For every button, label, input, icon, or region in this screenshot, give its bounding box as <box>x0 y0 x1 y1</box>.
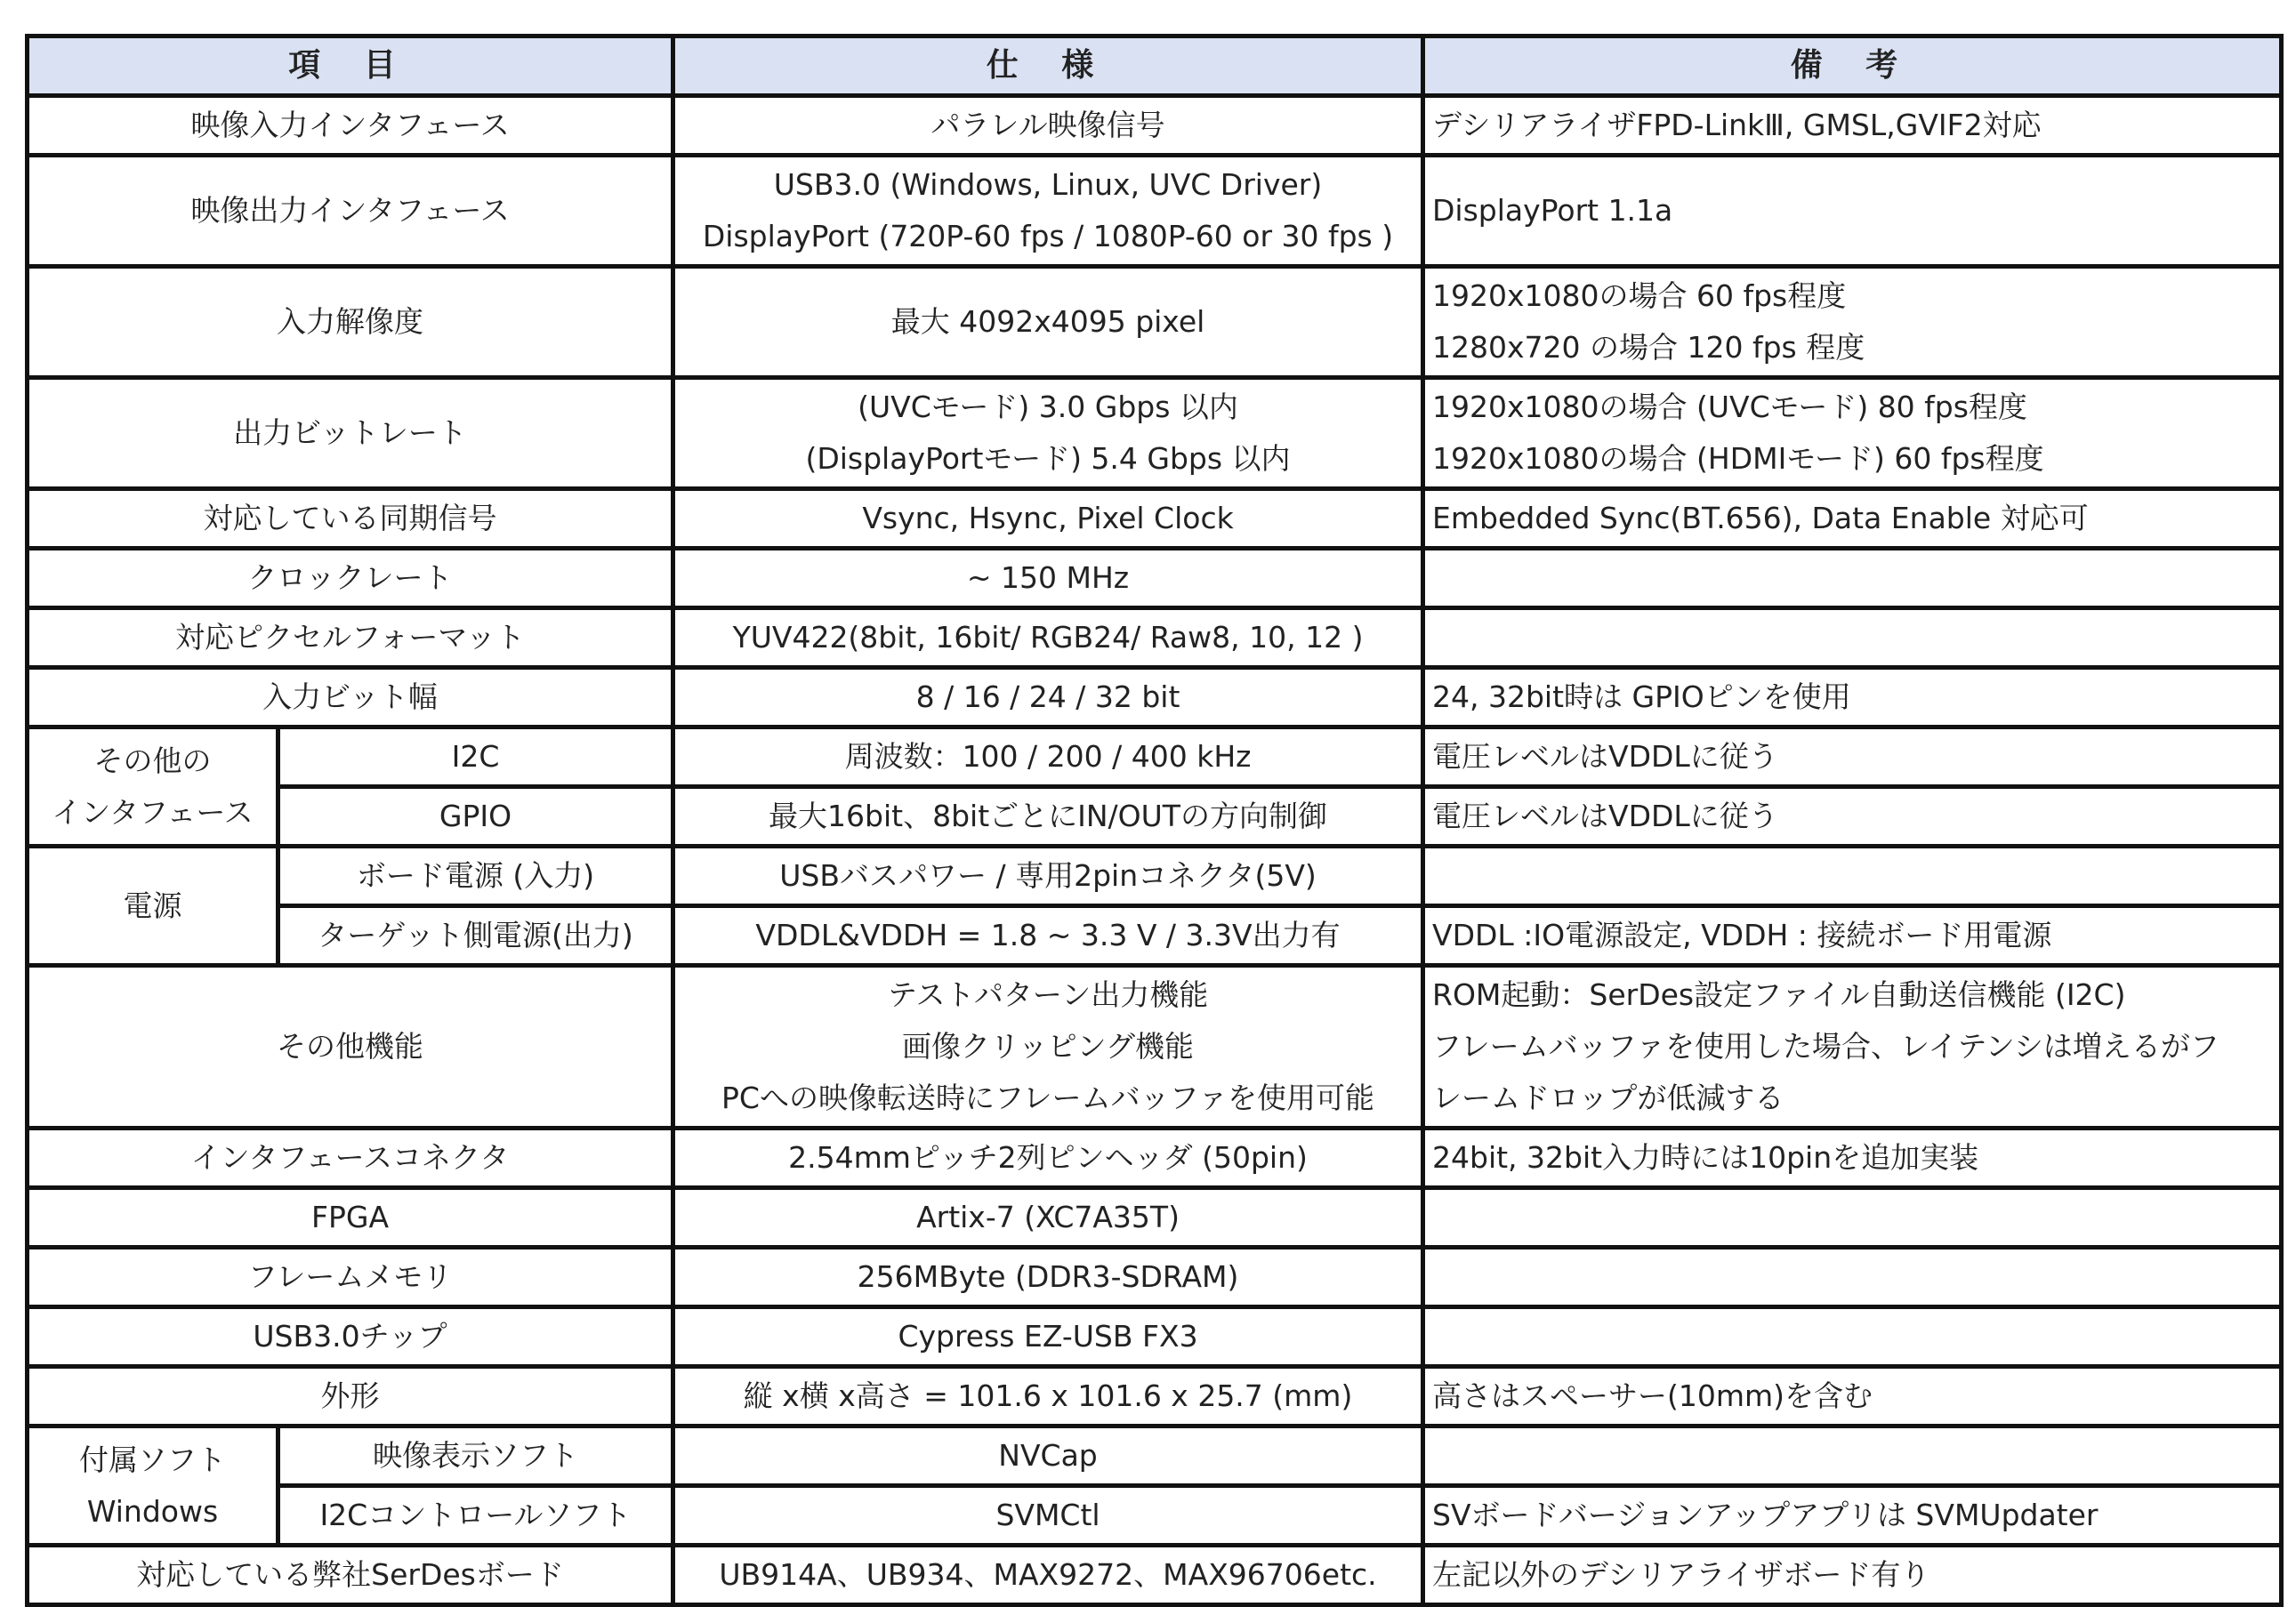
note-cell <box>1423 966 2282 1129</box>
subitem-cell: ターゲット側電源(出力) <box>278 906 673 966</box>
item-cell: USB3.0チップ <box>28 1307 673 1367</box>
table-row <box>28 1188 2282 1248</box>
note-cell <box>1423 378 2282 489</box>
note-cell: DisplayPort 1.1a <box>1423 156 2282 267</box>
group-line: その他の <box>93 743 212 778</box>
spec-cell: Cypress EZ-USB FX3 <box>673 1307 1423 1367</box>
note-cell: SVボードバージョンアップアプリは SVMUpdater <box>1423 1486 2282 1546</box>
table-row <box>28 1307 2282 1367</box>
spec-line: テストパターン出力機能 <box>887 977 1209 1012</box>
group-line: Windows <box>86 1493 219 1529</box>
spec-cell: USBバスパワー / 専用2pinコネクタ(5V) <box>673 847 1423 906</box>
note-cell: 左記以外のデシリアライザボード有り <box>1423 1546 2282 1605</box>
item-cell: 映像入力インタフェース <box>28 96 673 156</box>
spec-table <box>25 34 2284 1607</box>
spec-cell: パラレル映像信号 <box>673 96 1423 156</box>
note-cell: 電圧レベルはVDDLに従う <box>1423 787 2282 847</box>
subitem-cell: ボード電源 (入力) <box>278 847 673 906</box>
item-cell: 外形 <box>28 1367 673 1426</box>
spec-line: 画像クリッピング機能 <box>902 1029 1195 1064</box>
spec-cell: VDDL&VDDH = 1.8 ~ 3.3 V / 3.3V出力有 <box>673 906 1423 966</box>
item-cell: 入力ビット幅 <box>28 668 673 727</box>
spec-cell: 256MByte (DDR3-SDRAM) <box>673 1248 1423 1307</box>
note-cell <box>1423 1188 2282 1248</box>
item-cell: フレームメモリ <box>28 1248 673 1307</box>
note-cell <box>1423 608 2282 668</box>
note-cell <box>1423 1307 2282 1367</box>
note-cell <box>1423 267 2282 378</box>
table-row <box>28 1367 2282 1426</box>
header-row <box>28 36 2282 96</box>
spec-cell: YUV422(8bit, 16bit/ RGB24/ Raw8, 10, 12 ) <box>673 608 1423 668</box>
note-cell <box>1423 549 2282 608</box>
table-row <box>28 668 2282 727</box>
item-cell: 入力解像度 <box>28 267 673 378</box>
spec-cell: SVMCtl <box>673 1486 1423 1546</box>
spec-cell: ~ 150 MHz <box>673 549 1423 608</box>
note-cell: 24bit, 32bit入力時には10pinを追加実装 <box>1423 1129 2282 1188</box>
item-cell: 対応している同期信号 <box>28 489 673 549</box>
table-row <box>28 727 2282 787</box>
spec-cell <box>673 378 1423 489</box>
note-cell <box>1423 1426 2282 1486</box>
spec-cell <box>673 966 1423 1129</box>
spec-line: (UVCモード) 3.0 Gbps 以内 <box>858 390 1238 424</box>
group-line: インタフェース <box>52 794 254 830</box>
header-spec: 仕 様 <box>673 36 1423 96</box>
header-item: 項 目 <box>28 36 673 96</box>
note-cell: Embedded Sync(BT.656), Data Enable 対応可 <box>1423 489 2282 549</box>
group-cell <box>28 1426 278 1546</box>
spec-cell: UB914A、UB934、MAX9272、MAX96706etc. <box>673 1546 1423 1605</box>
group-line: 付属ソフト <box>79 1442 226 1477</box>
table-row <box>28 1486 2282 1546</box>
table-row <box>28 906 2282 966</box>
table-row <box>28 1248 2282 1307</box>
note-cell: VDDL :IO電源設定, VDDH : 接続ボード用電源 <box>1423 906 2282 966</box>
table-row <box>28 787 2282 847</box>
table-row <box>28 549 2282 608</box>
note-cell <box>1423 1248 2282 1307</box>
note-line: レームドロップが低減する <box>1432 1081 1784 1115</box>
group-cell <box>28 727 278 847</box>
spec-line: USB3.0 (Windows, Linux, UVC Driver) <box>773 167 1323 202</box>
item-cell: 映像出力インタフェース <box>28 156 673 267</box>
table-row <box>28 156 2282 267</box>
spec-table-container <box>25 34 2279 1607</box>
item-cell: FPGA <box>28 1188 673 1248</box>
note-line: 1920x1080の場合 60 fps程度 <box>1432 278 1847 313</box>
note-cell: 電圧レベルはVDDLに従う <box>1423 727 2282 787</box>
spec-cell: 最大 4092x4095 pixel <box>673 267 1423 378</box>
item-cell: クロックレート <box>28 549 673 608</box>
item-cell: インタフェースコネクタ <box>28 1129 673 1188</box>
spec-cell <box>673 156 1423 267</box>
item-cell: その他機能 <box>28 966 673 1129</box>
note-cell: デシリアライザFPD-LinkⅢ, GMSL,GVIF2対応 <box>1423 96 2282 156</box>
subitem-cell: GPIO <box>278 787 673 847</box>
note-cell: 24, 32bit時は GPIOピンを使用 <box>1423 668 2282 727</box>
group-cell: 電源 <box>28 847 278 966</box>
note-line: ROM起動：SerDes設定ファイル自動送信機能 (I2C) <box>1432 977 2126 1012</box>
note-line: フレームバッファを使用した場合、レイテンシは増えるがフ <box>1432 1029 2219 1064</box>
spec-cell: 8 / 16 / 24 / 32 bit <box>673 668 1423 727</box>
spec-cell: 周波数：100 / 200 / 400 kHz <box>673 727 1423 787</box>
spec-cell: 縦 x横 x高さ = 101.6 x 101.6 x 25.7 (mm) <box>673 1367 1423 1426</box>
subitem-cell: I2C <box>278 727 673 787</box>
note-line: 1280x720 の場合 120 fps 程度 <box>1432 330 1865 365</box>
spec-cell: 2.54mmピッチ2列ピンヘッダ (50pin) <box>673 1129 1423 1188</box>
note-cell: 高さはスペーサー(10mm)を含む <box>1423 1367 2282 1426</box>
table-row <box>28 966 2282 1129</box>
item-cell: 出力ビットレート <box>28 378 673 489</box>
note-line: 1920x1080の場合 (UVCモード) 80 fps程度 <box>1432 390 2027 424</box>
table-row <box>28 847 2282 906</box>
table-row <box>28 489 2282 549</box>
table-row <box>28 1426 2282 1486</box>
item-cell: 対応している弊社SerDesボード <box>28 1546 673 1605</box>
item-cell: 対応ピクセルフォーマット <box>28 608 673 668</box>
spec-line: PCへの映像転送時にフレームバッファを使用可能 <box>721 1081 1374 1115</box>
spec-line: (DisplayPortモード) 5.4 Gbps 以内 <box>805 441 1291 476</box>
subitem-cell: I2Cコントロールソフト <box>278 1486 673 1546</box>
note-line: 1920x1080の場合 (HDMIモード) 60 fps程度 <box>1432 441 2044 476</box>
spec-cell: NVCap <box>673 1426 1423 1486</box>
spec-line: DisplayPort (720P-60 fps / 1080P-60 or 30 fps ) <box>702 219 1394 253</box>
table-row <box>28 1546 2282 1605</box>
table-row <box>28 378 2282 489</box>
table-row <box>28 608 2282 668</box>
table-row <box>28 1129 2282 1188</box>
table-row <box>28 96 2282 156</box>
spec-cell: Artix-7 (XC7A35T) <box>673 1188 1423 1248</box>
subitem-cell: 映像表示ソフト <box>278 1426 673 1486</box>
spec-cell: Vsync, Hsync, Pixel Clock <box>673 489 1423 549</box>
table-row <box>28 267 2282 378</box>
spec-cell: 最大16bit、8bitごとにIN/OUTの方向制御 <box>673 787 1423 847</box>
header-note: 備 考 <box>1423 36 2282 96</box>
note-cell <box>1423 847 2282 906</box>
